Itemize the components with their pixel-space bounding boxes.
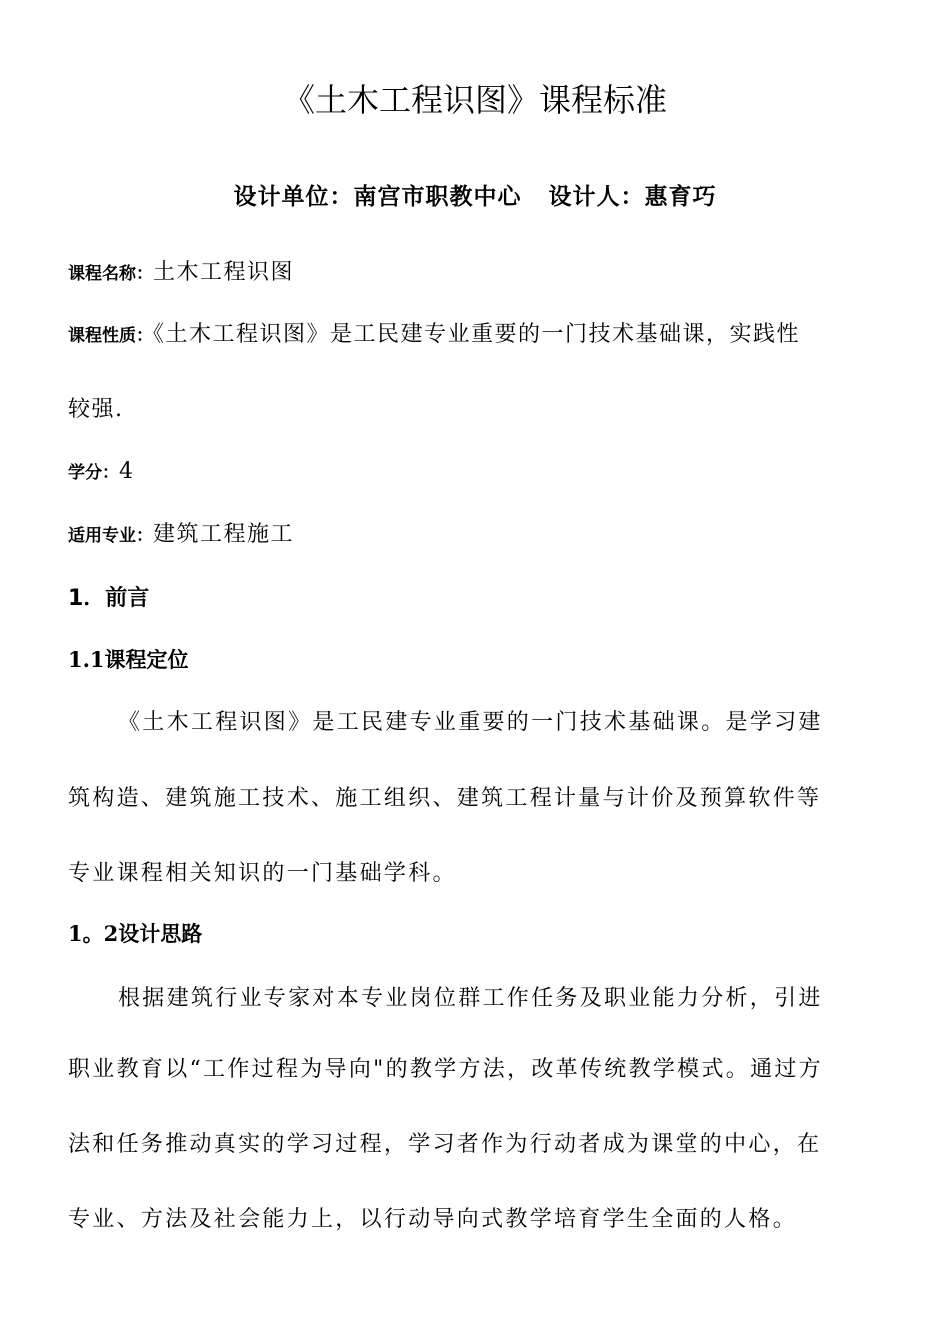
course-nature-label: 课程性质：	[68, 326, 153, 346]
section-1-heading: 1．前言	[68, 586, 150, 611]
document-title: 《土木工程识图》课程标准	[282, 81, 667, 119]
section-1-2-heading: 1。2设计思路	[68, 921, 203, 946]
course-nature-value-line2: 较强.	[68, 397, 124, 422]
major-field	[68, 518, 294, 553]
paragraph-line: 筑构造、建筑施工技术、施工组织、建筑工程计量与计价及预算软件等	[68, 786, 822, 811]
credits-label: 学分：	[68, 463, 119, 483]
paragraph-line: 根据建筑行业专家对本专业岗位群工作任务及职业能力分析，引进	[118, 986, 823, 1011]
course-name-label: 课程名称：	[68, 264, 153, 284]
paragraph-line: 《土木工程识图》是工民建专业重要的一门技术基础课。是学习建	[118, 710, 823, 735]
course-name-field	[68, 256, 294, 291]
course-name-value: 土木工程识图	[153, 260, 295, 285]
course-nature-value-line1: 《土木工程识图》是工民建专业重要的一门技术基础课，实践性	[153, 322, 801, 347]
paragraph-line: 专业、方法及社会能力上，以行动导向式教学培育学生全面的人格。	[68, 1207, 798, 1232]
major-label: 适用专业：	[68, 526, 153, 546]
credits-field	[68, 455, 135, 490]
major-value: 建筑工程施工	[153, 522, 295, 547]
course-nature-field	[68, 318, 800, 353]
paragraph-line: 职业教育以“工作过程为导向"的教学方法，改革传统教学模式。通过方	[68, 1057, 823, 1082]
credits-value: 4	[119, 459, 135, 484]
course-nature-continuation	[68, 393, 124, 428]
paragraph-line: 法和任务推动真实的学习过程，学习者作为行动者成为课堂的中心，在	[68, 1132, 822, 1157]
section-1-1-heading: 1.1课程定位	[68, 647, 189, 672]
document-subtitle: 设计单位：南宫市职教中心 设计人：惠育巧	[233, 183, 717, 210]
paragraph-line: 专业课程相关知识的一门基础学科。	[68, 861, 457, 886]
